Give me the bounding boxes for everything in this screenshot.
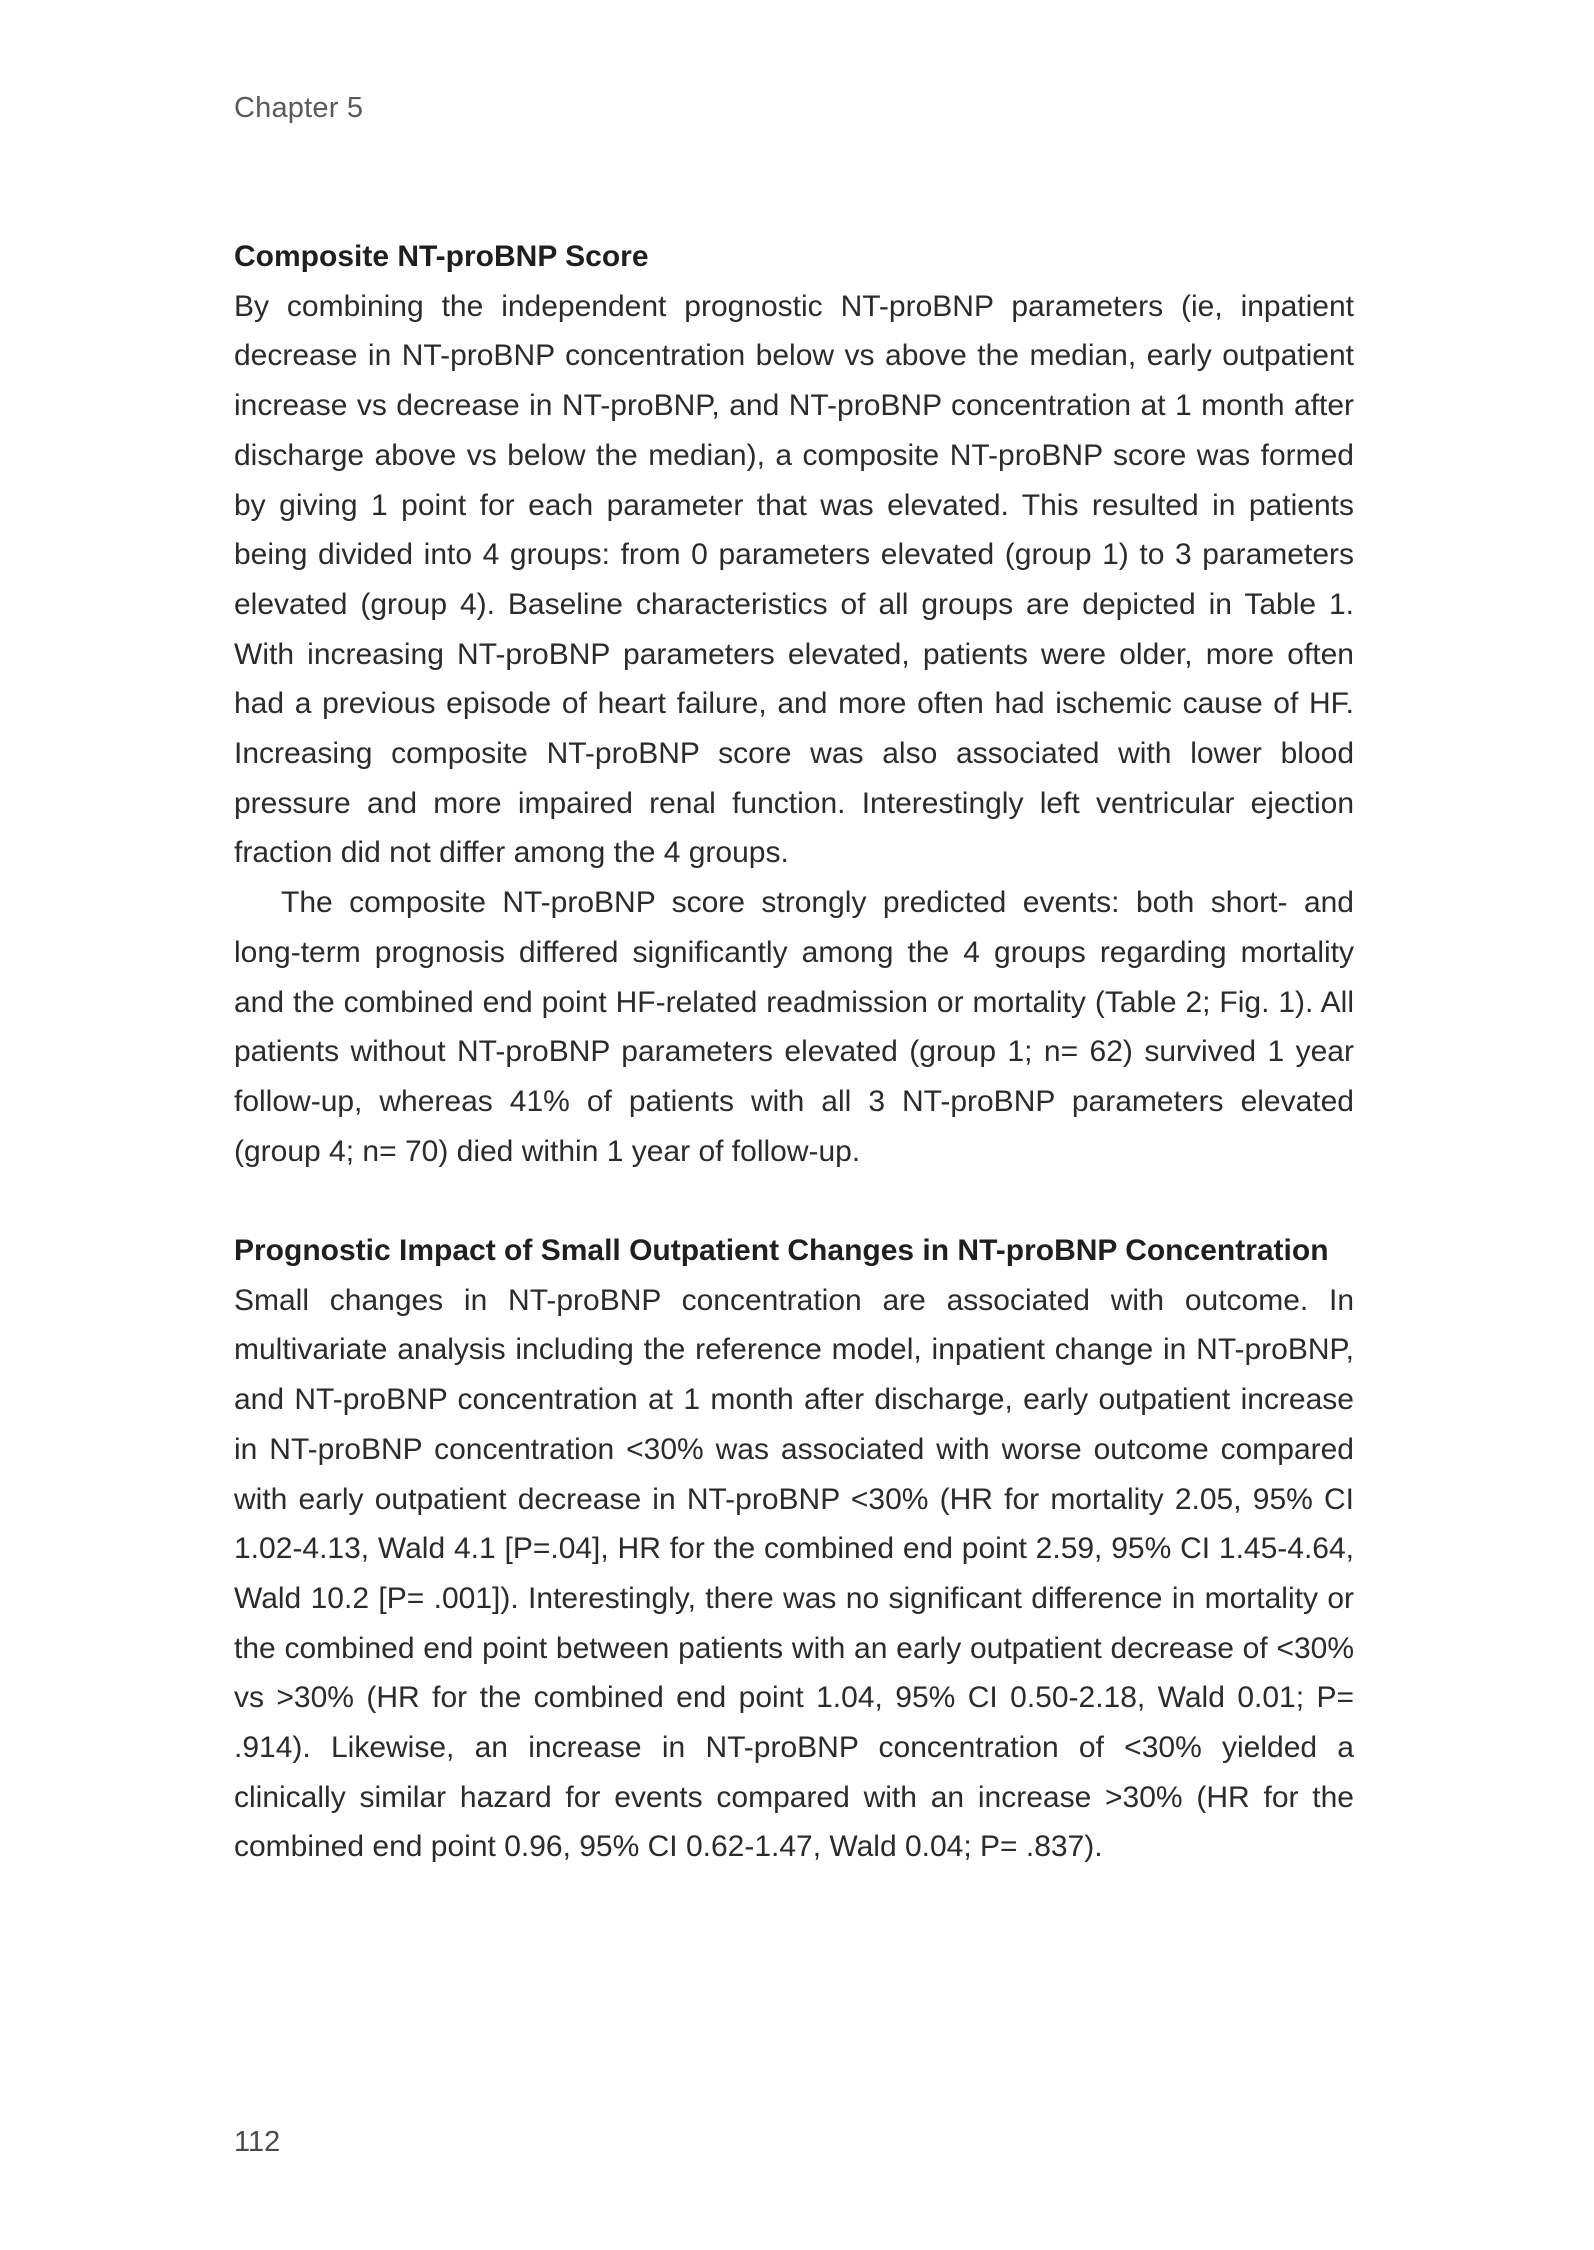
body-paragraph: By combining the independent prognostic NT-proBNP parameters (ie, inpatient decrease in NT-proBNP concentration below vs above the median, early outpatient increase vs decrease in NT-proBNP, and NT-proBNP concentration at 1 month after discharge above vs below the median), a composite NT-proBNP score was formed by giving 1 point for each parameter that was elevated. This resulted in patients being divided into 4 groups: from 0 parameters elevated (group 1) to 3 parameters elevated (group 4). Baseline characteristics of all groups are depicted in Table 1. With increasing NT-proBNP parameters elevated, patients were older, more often had a previous episode of heart failure, and more often had ischemic cause of HF. Increasing composite NT-proBNP score was also associated with lower blood pressure and more impaired renal function. Interestingly left ventricular ejection fraction did not differ among the 4 groups. (234, 289, 1354, 870)
body-paragraph: The composite NT-proBNP score strongly predicted events: both short- and long-term prognosis differed significantly among the 4 groups regarding mortality and the combined end point HF-related readmission or mortality (Table 2; Fig. 1). All patients without NT-proBNP parameters elevated (group 1; n= 62) survived 1 year follow-up, whereas 41% of patients with all 3 NT-proBNP parameters elevated (group 4; n= 70) died within 1 year of follow-up. (234, 886, 1354, 1168)
body-content (234, 232, 1354, 1872)
section-heading: Composite NT-proBNP Score (234, 240, 649, 273)
page-number: 112 (234, 2126, 281, 2158)
running-header: Chapter 5 (234, 92, 364, 124)
section-heading: Prognostic Impact of Small Outpatient Changes in NT-proBNP Concentration (234, 1234, 1329, 1268)
body-paragraph: Small changes in NT-proBNP concentration are associated with outcome. In multivariate analysis including the reference model, inpatient change in NT-proBNP, and NT-proBNP concentration at 1 month after discharge, early outpatient increase in NT-proBNP concentration <30% was associated with worse outcome compared with early outpatient decrease in NT-proBNP <30% (HR for mortality 2.05, 95% CI 1.02-4.13, Wald 4.1 [P=.04], HR for the combined end point 2.59, 95% CI 1.45-4.64, Wald 10.2 [P= .001]). Interestingly, there was no significant difference in mortality or the combined end point between patients with an early outpatient decrease of <30% vs >30% (HR for the combined end point 1.04, 95% CI 0.50-2.18, Wald 0.01; P= .914). Likewise, an increase in NT-proBNP concentration of <30% yielded a clinically similar hazard for events compared with an increase >30% (HR for the combined end point 0.96, 95% CI 0.62-1.47, Wald 0.04; P= .837). (234, 1283, 1354, 1864)
section-composite-score (234, 232, 1354, 1176)
section-prognostic-impact (234, 1226, 1354, 1872)
